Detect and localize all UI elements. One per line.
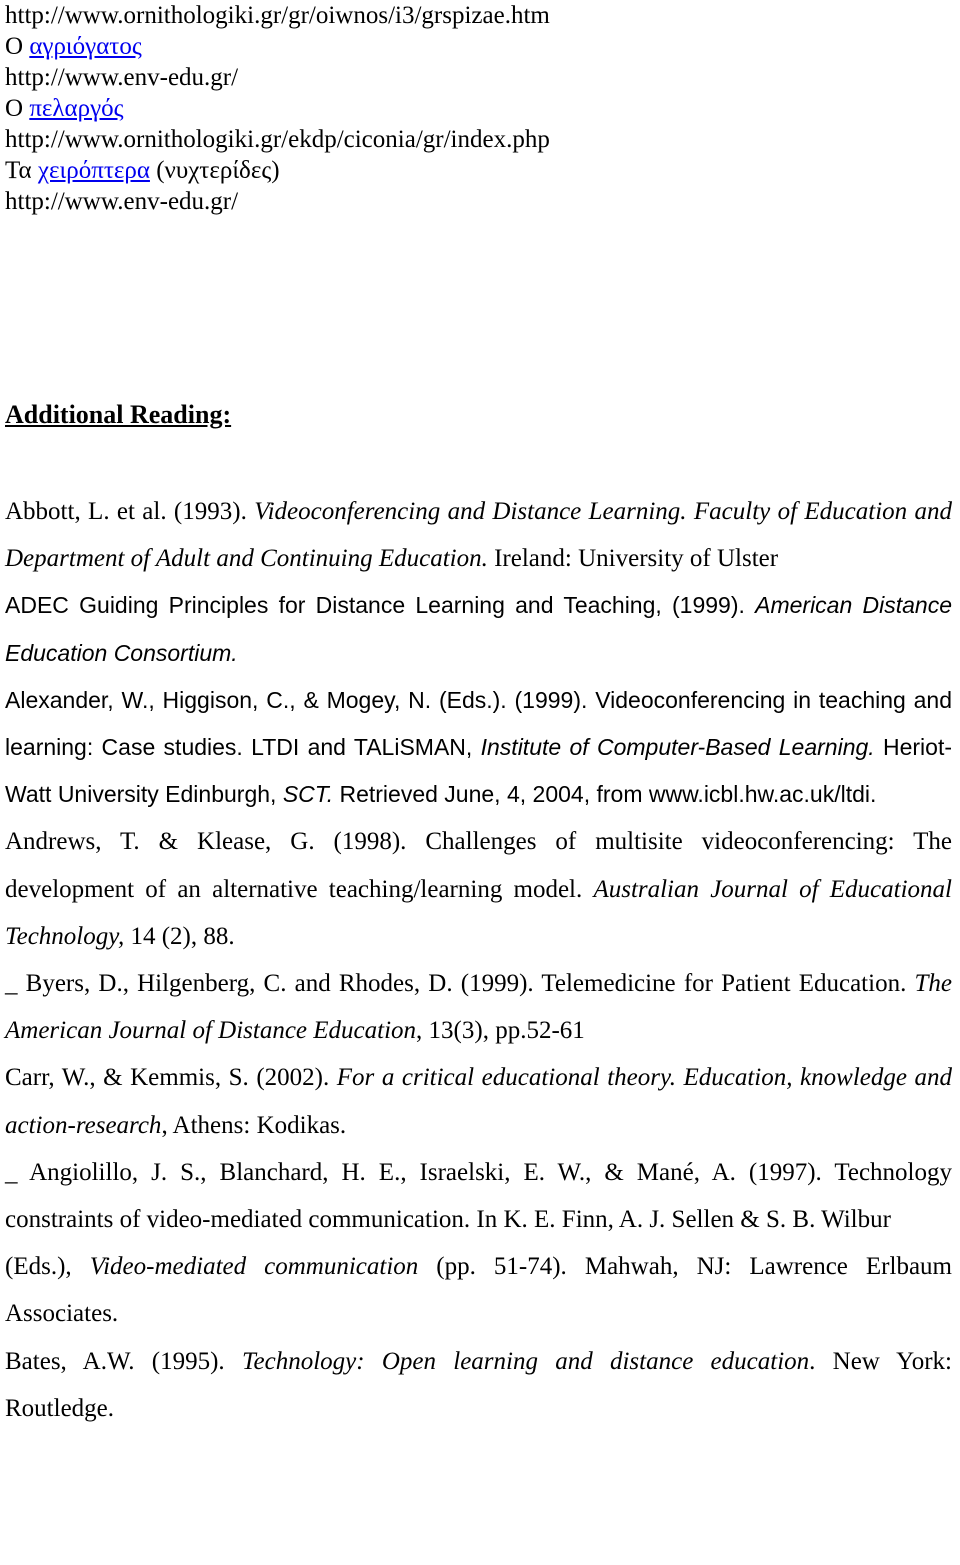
article-text: Ο: [5, 95, 24, 122]
article-text: Ο: [5, 33, 24, 60]
reference-adec: ADEC Guiding Principles for Distance Learning and Teaching, (1999). American Distance Education Consortium.: [5, 592, 952, 666]
reference-carr: Carr, W., & Kemmis, S. (2002). For a critical educational theory. Education, knowledge and action-research, Athens: Kodikas.: [5, 1064, 952, 1139]
additional-reading-heading: Additional Reading:: [5, 400, 232, 429]
reference-angiolillo: _ Angiolillo, J. S., Blanchard, H. E., Israelski, E. W., & Mané, A. (1997). Technology constraints of video-mediated communication. In K. E. Finn, A. J. Sellen & S. B. Wilbur: [5, 1158, 952, 1234]
suffix-text: (νυχτερίδες): [156, 157, 280, 184]
reference-andrews: Andrews, T. & Klease, G. (1998). Challenges of multisite videoconferencing: The development of an alternative teaching/learning model. Australian Journal of Educational Technology, 14 (2), 88.: [5, 828, 952, 950]
url-env-edu-1[interactable]: http://www.env-edu.gr/: [5, 64, 239, 91]
link-line-pelargos: [5, 93, 124, 124]
article-text: Τα: [5, 157, 32, 184]
reference-byers: _ Byers, D., Hilgenberg, C. and Rhodes, D. (1999). Telemedicine for Patient Education. The American Journal of Distance Education, 13(3), pp.52-61: [5, 970, 952, 1045]
reference-list: [5, 488, 952, 1432]
link-line-cheiroptera: [5, 155, 280, 186]
reference-abbott: Abbott, L. et al. (1993). Videoconferencing and Distance Learning. Faculty of Education and Department of Adult and Continuing Education. Ireland: University of Ulster: [5, 498, 952, 573]
link-line-agriogatos: [5, 31, 142, 62]
url-ornithologiki-spizae[interactable]: http://www.ornithologiki.gr/gr/oiwnos/i3/grspizae.htm: [5, 2, 550, 29]
link-cheiroptera[interactable]: χειρόπτερα: [37, 157, 150, 184]
reference-alexander: Alexander, W., Higgison, C., & Mogey, N. (Eds.). (1999). Videoconferencing in teaching and learning: Case studies. LTDI and TALiSMAN, Institute of Computer-Based Learning. Heriot-Watt University Edinburgh, SCT. Retrieved June, 4, 2004, from www.icbl.hw.ac.uk/ltdi.: [5, 686, 953, 808]
url-env-edu-2[interactable]: http://www.env-edu.gr/: [5, 188, 239, 215]
reference-bates: Bates, A.W. (1995). Technology: Open learning and distance education. New York: Routledge.: [5, 1347, 952, 1422]
reference-angiolillo-eds: (Eds.), Video-mediated communication (pp. 51-74). Mahwah, NJ: Lawrence Erlbaum Associates.: [5, 1253, 952, 1328]
url-ornithologiki-ciconia[interactable]: http://www.ornithologiki.gr/ekdp/ciconia/gr/index.php: [5, 126, 550, 153]
link-agriogatos[interactable]: αγριόγατος: [29, 33, 142, 60]
link-pelargos[interactable]: πελαργός: [29, 95, 124, 122]
